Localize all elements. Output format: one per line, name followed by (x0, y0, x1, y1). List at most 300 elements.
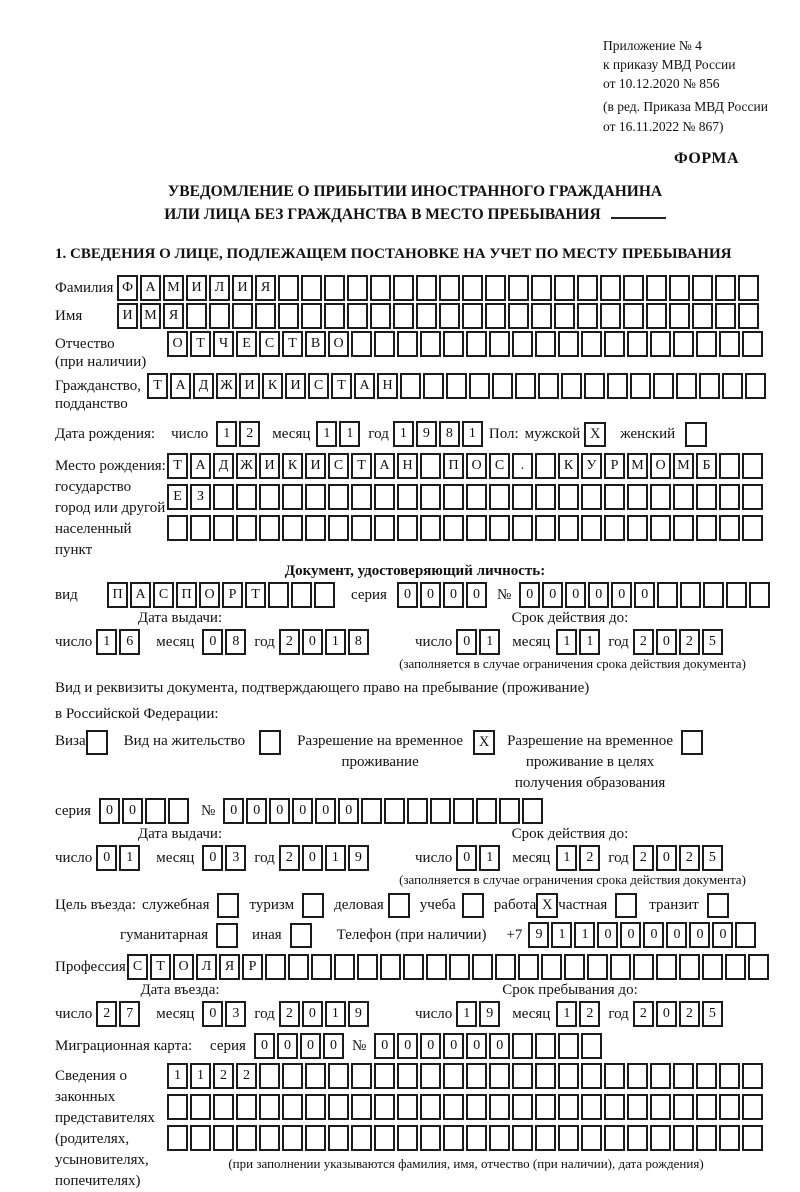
char-cell[interactable] (167, 1125, 188, 1151)
char-cell[interactable] (696, 515, 717, 541)
char-cell[interactable]: 0 (246, 798, 267, 824)
char-cell[interactable]: 0 (542, 582, 563, 608)
char-cell[interactable] (657, 582, 678, 608)
char-cell[interactable]: И (232, 275, 253, 301)
char-cell[interactable]: 0 (397, 582, 418, 608)
char-cell[interactable]: К (282, 453, 303, 479)
char-cell[interactable] (259, 1063, 280, 1089)
char-cell[interactable] (531, 275, 552, 301)
char-cell[interactable]: Т (351, 453, 372, 479)
char-cell[interactable] (186, 303, 207, 329)
char-cell[interactable]: 8 (439, 421, 460, 447)
char-cell[interactable] (535, 515, 556, 541)
char-cell[interactable]: 0 (300, 1033, 321, 1059)
char-cell[interactable] (305, 515, 326, 541)
char-cell[interactable] (499, 798, 520, 824)
char-cell[interactable] (259, 484, 280, 510)
char-cell[interactable] (167, 515, 188, 541)
char-cell[interactable]: 1 (551, 922, 572, 948)
char-cell[interactable] (696, 1063, 717, 1089)
char-cell[interactable] (374, 484, 395, 510)
char-cell[interactable]: К (558, 453, 579, 479)
char-cell[interactable]: 2 (633, 845, 654, 871)
char-cell[interactable] (446, 373, 467, 399)
char-cell[interactable]: О (173, 954, 194, 980)
char-cell[interactable]: М (673, 453, 694, 479)
char-cell[interactable] (558, 1063, 579, 1089)
char-cell[interactable] (420, 484, 441, 510)
char-cell[interactable]: 9 (528, 922, 549, 948)
char-cell[interactable]: Ж (216, 373, 237, 399)
char-cell[interactable]: О (650, 453, 671, 479)
char-cell[interactable] (466, 1125, 487, 1151)
char-cell[interactable] (554, 303, 575, 329)
char-cell[interactable]: 0 (96, 845, 117, 871)
char-cell[interactable]: Т (147, 373, 168, 399)
char-cell[interactable]: Т (167, 453, 188, 479)
char-cell[interactable] (702, 954, 723, 980)
char-cell[interactable]: П (443, 453, 464, 479)
char-cell[interactable]: Л (196, 954, 217, 980)
char-cell[interactable] (236, 484, 257, 510)
char-cell[interactable]: 1 (316, 421, 337, 447)
char-cell[interactable] (581, 1063, 602, 1089)
char-cell[interactable]: 2 (239, 421, 260, 447)
char-cell[interactable] (400, 373, 421, 399)
char-cell[interactable]: 0 (277, 1033, 298, 1059)
char-cell[interactable] (443, 484, 464, 510)
char-cell[interactable] (489, 484, 510, 510)
char-cell[interactable] (673, 1125, 694, 1151)
char-cell[interactable] (558, 515, 579, 541)
char-cell[interactable] (393, 303, 414, 329)
char-cell[interactable] (673, 515, 694, 541)
char-cell[interactable] (420, 1125, 441, 1151)
char-cell[interactable] (347, 275, 368, 301)
char-cell[interactable] (715, 275, 736, 301)
char-cell[interactable]: 1 (119, 845, 140, 871)
char-cell[interactable] (742, 331, 763, 357)
char-cell[interactable]: 1 (325, 1001, 346, 1027)
char-cell[interactable] (673, 484, 694, 510)
char-cell[interactable]: 0 (456, 629, 477, 655)
char-cell[interactable]: А (374, 453, 395, 479)
char-cell[interactable] (443, 1063, 464, 1089)
char-cell[interactable] (515, 373, 536, 399)
char-cell[interactable] (443, 1125, 464, 1151)
char-cell[interactable]: 0 (202, 845, 223, 871)
char-cell[interactable] (485, 303, 506, 329)
char-cell[interactable]: 0 (302, 1001, 323, 1027)
char-cell[interactable]: 8 (348, 629, 369, 655)
char-cell[interactable] (742, 1094, 763, 1120)
char-cell[interactable]: 9 (416, 421, 437, 447)
char-cell[interactable]: 1 (556, 629, 577, 655)
char-cell[interactable] (581, 1033, 602, 1059)
char-cell[interactable] (351, 484, 372, 510)
char-cell[interactable] (564, 954, 585, 980)
char-cell[interactable] (466, 1063, 487, 1089)
char-cell[interactable]: 0 (565, 582, 586, 608)
char-cell[interactable]: 0 (656, 845, 677, 871)
char-cell[interactable] (512, 484, 533, 510)
char-cell[interactable] (610, 954, 631, 980)
char-cell[interactable]: О (328, 331, 349, 357)
char-cell[interactable]: 0 (420, 1033, 441, 1059)
char-cell[interactable]: 0 (254, 1033, 275, 1059)
char-cell[interactable] (485, 275, 506, 301)
char-cell[interactable] (748, 954, 769, 980)
char-cell[interactable]: С (489, 453, 510, 479)
char-cell[interactable] (623, 303, 644, 329)
char-cell[interactable] (420, 453, 441, 479)
char-cell[interactable]: У (581, 453, 602, 479)
visa-checkbox[interactable] (86, 730, 108, 755)
char-cell[interactable]: 1 (393, 421, 414, 447)
char-cell[interactable] (719, 331, 740, 357)
char-cell[interactable] (696, 1094, 717, 1120)
char-cell[interactable] (213, 515, 234, 541)
char-cell[interactable]: 2 (679, 845, 700, 871)
char-cell[interactable] (703, 582, 724, 608)
char-cell[interactable] (535, 1094, 556, 1120)
char-cell[interactable]: 0 (202, 1001, 223, 1027)
char-cell[interactable] (453, 798, 474, 824)
char-cell[interactable]: 1 (579, 629, 600, 655)
char-cell[interactable]: 0 (634, 582, 655, 608)
char-cell[interactable]: М (140, 303, 161, 329)
char-cell[interactable] (512, 1063, 533, 1089)
char-cell[interactable] (190, 1094, 211, 1120)
char-cell[interactable]: В (305, 331, 326, 357)
char-cell[interactable] (370, 303, 391, 329)
char-cell[interactable] (489, 515, 510, 541)
char-cell[interactable] (236, 515, 257, 541)
char-cell[interactable] (650, 484, 671, 510)
char-cell[interactable] (607, 373, 628, 399)
char-cell[interactable] (209, 303, 230, 329)
char-cell[interactable] (370, 275, 391, 301)
char-cell[interactable] (282, 1125, 303, 1151)
char-cell[interactable]: Т (150, 954, 171, 980)
char-cell[interactable] (361, 798, 382, 824)
char-cell[interactable] (630, 373, 651, 399)
purpose-humanitarian-checkbox[interactable] (216, 923, 238, 948)
char-cell[interactable]: 0 (489, 1033, 510, 1059)
char-cell[interactable]: 1 (325, 845, 346, 871)
purpose-other-checkbox[interactable] (290, 923, 312, 948)
char-cell[interactable] (420, 515, 441, 541)
char-cell[interactable]: Е (167, 484, 188, 510)
char-cell[interactable]: 0 (269, 798, 290, 824)
char-cell[interactable]: . (512, 453, 533, 479)
char-cell[interactable] (696, 484, 717, 510)
char-cell[interactable] (541, 954, 562, 980)
char-cell[interactable]: С (328, 453, 349, 479)
char-cell[interactable]: А (130, 582, 151, 608)
char-cell[interactable] (587, 954, 608, 980)
char-cell[interactable] (680, 582, 701, 608)
char-cell[interactable]: 2 (96, 1001, 117, 1027)
char-cell[interactable] (679, 954, 700, 980)
char-cell[interactable] (328, 1063, 349, 1089)
char-cell[interactable]: Р (242, 954, 263, 980)
char-cell[interactable] (604, 331, 625, 357)
char-cell[interactable]: 0 (397, 1033, 418, 1059)
char-cell[interactable] (692, 275, 713, 301)
char-cell[interactable]: 1 (462, 421, 483, 447)
char-cell[interactable] (291, 582, 312, 608)
char-cell[interactable] (449, 954, 470, 980)
char-cell[interactable]: Я (163, 303, 184, 329)
char-cell[interactable] (190, 515, 211, 541)
char-cell[interactable]: 8 (225, 629, 246, 655)
char-cell[interactable] (719, 1125, 740, 1151)
char-cell[interactable]: 0 (689, 922, 710, 948)
char-cell[interactable] (719, 484, 740, 510)
char-cell[interactable] (443, 1094, 464, 1120)
char-cell[interactable] (492, 373, 513, 399)
char-cell[interactable] (535, 1033, 556, 1059)
char-cell[interactable] (466, 1094, 487, 1120)
char-cell[interactable] (561, 373, 582, 399)
char-cell[interactable] (351, 331, 372, 357)
char-cell[interactable] (535, 331, 556, 357)
char-cell[interactable] (692, 303, 713, 329)
char-cell[interactable] (719, 453, 740, 479)
char-cell[interactable] (351, 1125, 372, 1151)
char-cell[interactable]: 0 (656, 629, 677, 655)
char-cell[interactable]: 2 (579, 845, 600, 871)
char-cell[interactable] (328, 484, 349, 510)
char-cell[interactable]: 0 (202, 629, 223, 655)
char-cell[interactable]: И (239, 373, 260, 399)
char-cell[interactable] (374, 515, 395, 541)
char-cell[interactable] (738, 303, 759, 329)
purpose-business-checkbox[interactable] (388, 893, 410, 918)
char-cell[interactable]: Я (255, 275, 276, 301)
char-cell[interactable]: 0 (712, 922, 733, 948)
char-cell[interactable] (190, 1125, 211, 1151)
char-cell[interactable]: 0 (466, 582, 487, 608)
char-cell[interactable]: А (140, 275, 161, 301)
char-cell[interactable] (558, 1125, 579, 1151)
char-cell[interactable] (535, 484, 556, 510)
char-cell[interactable]: Д (193, 373, 214, 399)
char-cell[interactable]: 2 (279, 629, 300, 655)
char-cell[interactable] (531, 303, 552, 329)
char-cell[interactable] (443, 515, 464, 541)
char-cell[interactable]: 0 (302, 845, 323, 871)
char-cell[interactable]: 1 (479, 845, 500, 871)
char-cell[interactable]: С (308, 373, 329, 399)
char-cell[interactable]: К (262, 373, 283, 399)
char-cell[interactable]: 1 (556, 845, 577, 871)
char-cell[interactable] (328, 1125, 349, 1151)
char-cell[interactable] (554, 275, 575, 301)
char-cell[interactable] (535, 453, 556, 479)
char-cell[interactable]: 6 (119, 629, 140, 655)
char-cell[interactable]: 0 (302, 629, 323, 655)
char-cell[interactable] (397, 1063, 418, 1089)
char-cell[interactable] (604, 1063, 625, 1089)
char-cell[interactable] (627, 515, 648, 541)
char-cell[interactable]: 5 (702, 1001, 723, 1027)
char-cell[interactable] (462, 275, 483, 301)
char-cell[interactable] (577, 275, 598, 301)
char-cell[interactable]: 2 (679, 1001, 700, 1027)
char-cell[interactable] (650, 1063, 671, 1089)
char-cell[interactable] (604, 1094, 625, 1120)
char-cell[interactable] (324, 303, 345, 329)
char-cell[interactable] (380, 954, 401, 980)
char-cell[interactable]: 0 (466, 1033, 487, 1059)
char-cell[interactable] (351, 1063, 372, 1089)
char-cell[interactable] (462, 303, 483, 329)
char-cell[interactable] (696, 331, 717, 357)
char-cell[interactable] (627, 331, 648, 357)
char-cell[interactable] (282, 515, 303, 541)
char-cell[interactable]: 1 (574, 922, 595, 948)
char-cell[interactable] (167, 1094, 188, 1120)
char-cell[interactable] (581, 515, 602, 541)
char-cell[interactable]: З (190, 484, 211, 510)
char-cell[interactable] (324, 275, 345, 301)
char-cell[interactable] (278, 275, 299, 301)
char-cell[interactable] (522, 798, 543, 824)
char-cell[interactable] (512, 1094, 533, 1120)
char-cell[interactable]: 1 (167, 1063, 188, 1089)
char-cell[interactable]: 2 (633, 1001, 654, 1027)
char-cell[interactable] (722, 373, 743, 399)
char-cell[interactable]: Ф (117, 275, 138, 301)
char-cell[interactable] (623, 275, 644, 301)
char-cell[interactable] (420, 331, 441, 357)
char-cell[interactable] (328, 515, 349, 541)
char-cell[interactable] (627, 1094, 648, 1120)
edu-permit-checkbox[interactable] (681, 730, 703, 755)
char-cell[interactable] (466, 331, 487, 357)
char-cell[interactable] (719, 1094, 740, 1120)
char-cell[interactable] (653, 373, 674, 399)
char-cell[interactable]: 7 (119, 1001, 140, 1027)
char-cell[interactable] (581, 1125, 602, 1151)
char-cell[interactable] (633, 954, 654, 980)
char-cell[interactable]: А (170, 373, 191, 399)
char-cell[interactable] (742, 453, 763, 479)
char-cell[interactable] (443, 331, 464, 357)
char-cell[interactable] (397, 1125, 418, 1151)
char-cell[interactable]: П (176, 582, 197, 608)
char-cell[interactable] (420, 1094, 441, 1120)
char-cell[interactable]: 0 (588, 582, 609, 608)
char-cell[interactable] (745, 373, 766, 399)
char-cell[interactable]: 0 (611, 582, 632, 608)
char-cell[interactable] (420, 1063, 441, 1089)
char-cell[interactable] (259, 1125, 280, 1151)
char-cell[interactable]: Н (377, 373, 398, 399)
char-cell[interactable]: 3 (225, 845, 246, 871)
char-cell[interactable] (397, 515, 418, 541)
char-cell[interactable]: 3 (225, 1001, 246, 1027)
char-cell[interactable]: Ж (236, 453, 257, 479)
char-cell[interactable] (357, 954, 378, 980)
char-cell[interactable]: Б (696, 453, 717, 479)
char-cell[interactable] (673, 1094, 694, 1120)
char-cell[interactable]: И (305, 453, 326, 479)
char-cell[interactable] (472, 954, 493, 980)
char-cell[interactable] (489, 1063, 510, 1089)
char-cell[interactable] (426, 954, 447, 980)
char-cell[interactable]: 2 (213, 1063, 234, 1089)
char-cell[interactable] (726, 582, 747, 608)
char-cell[interactable] (347, 303, 368, 329)
char-cell[interactable]: Н (397, 453, 418, 479)
char-cell[interactable]: 0 (456, 845, 477, 871)
char-cell[interactable]: Ч (213, 331, 234, 357)
char-cell[interactable] (466, 515, 487, 541)
char-cell[interactable] (397, 484, 418, 510)
char-cell[interactable] (646, 303, 667, 329)
char-cell[interactable]: И (285, 373, 306, 399)
char-cell[interactable] (512, 1033, 533, 1059)
char-cell[interactable]: С (259, 331, 280, 357)
char-cell[interactable]: Л (209, 275, 230, 301)
char-cell[interactable] (416, 275, 437, 301)
char-cell[interactable]: 2 (279, 1001, 300, 1027)
char-cell[interactable] (145, 798, 166, 824)
char-cell[interactable]: 1 (96, 629, 117, 655)
char-cell[interactable] (715, 303, 736, 329)
char-cell[interactable]: А (190, 453, 211, 479)
char-cell[interactable] (656, 954, 677, 980)
char-cell[interactable] (288, 954, 309, 980)
char-cell[interactable] (314, 582, 335, 608)
char-cell[interactable] (676, 373, 697, 399)
char-cell[interactable]: 0 (443, 1033, 464, 1059)
male-checkbox[interactable]: X (584, 422, 606, 447)
char-cell[interactable] (374, 1063, 395, 1089)
char-cell[interactable] (581, 331, 602, 357)
char-cell[interactable] (423, 373, 444, 399)
char-cell[interactable]: 0 (656, 1001, 677, 1027)
char-cell[interactable]: Т (331, 373, 352, 399)
char-cell[interactable] (393, 275, 414, 301)
char-cell[interactable] (604, 1125, 625, 1151)
char-cell[interactable]: Т (245, 582, 266, 608)
char-cell[interactable] (374, 331, 395, 357)
char-cell[interactable] (305, 1063, 326, 1089)
residence-permit-checkbox[interactable] (259, 730, 281, 755)
char-cell[interactable]: С (153, 582, 174, 608)
char-cell[interactable] (558, 1033, 579, 1059)
char-cell[interactable] (650, 1125, 671, 1151)
char-cell[interactable] (265, 954, 286, 980)
char-cell[interactable] (397, 1094, 418, 1120)
char-cell[interactable]: 0 (122, 798, 143, 824)
char-cell[interactable] (282, 1063, 303, 1089)
char-cell[interactable] (351, 515, 372, 541)
char-cell[interactable] (213, 1094, 234, 1120)
char-cell[interactable]: Е (236, 331, 257, 357)
char-cell[interactable]: С (127, 954, 148, 980)
char-cell[interactable]: 2 (579, 1001, 600, 1027)
char-cell[interactable] (439, 303, 460, 329)
char-cell[interactable] (278, 303, 299, 329)
char-cell[interactable] (673, 1063, 694, 1089)
char-cell[interactable] (696, 1125, 717, 1151)
char-cell[interactable] (604, 484, 625, 510)
